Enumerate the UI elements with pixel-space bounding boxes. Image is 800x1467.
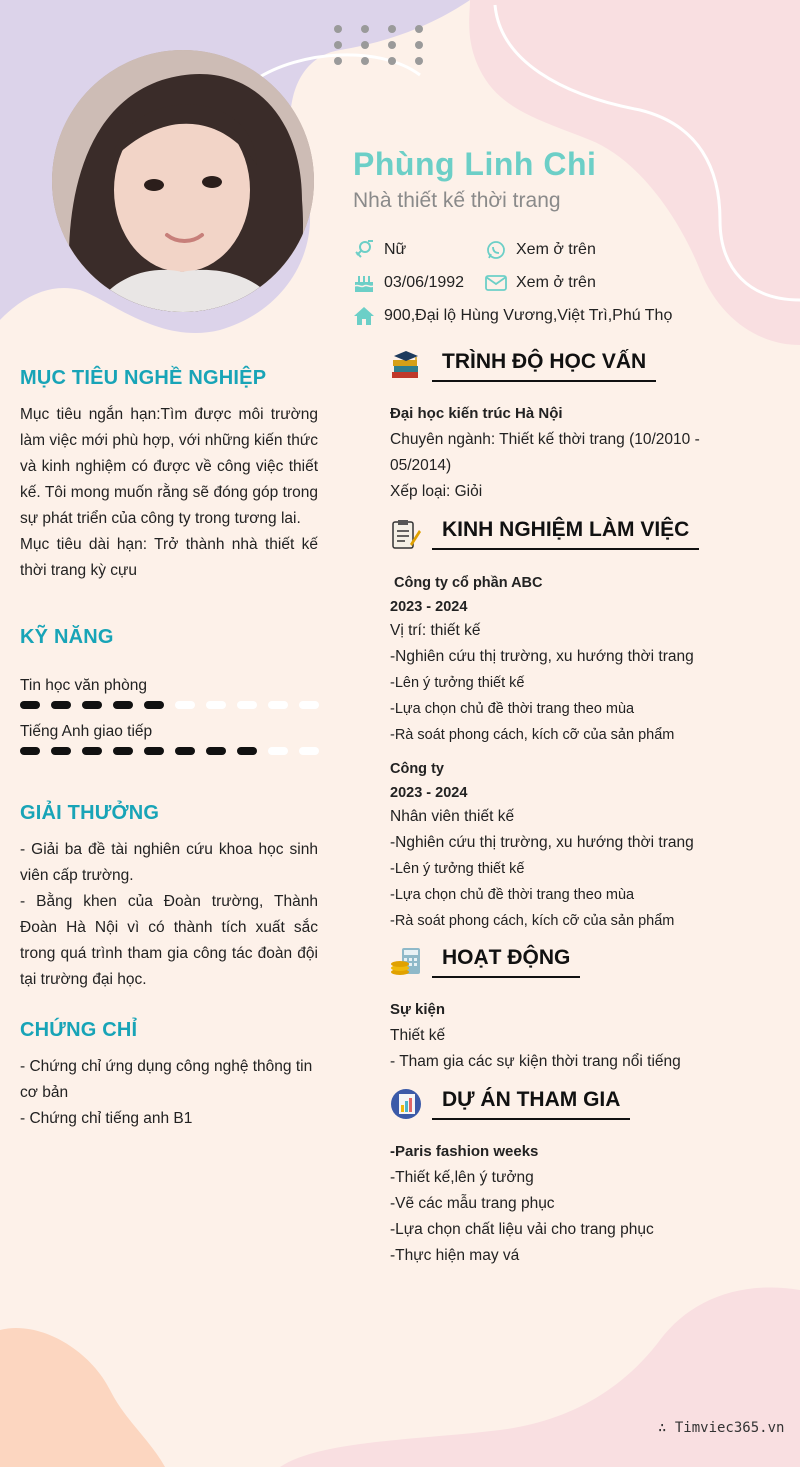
- education-title: TRÌNH ĐỘ HỌC VẤN: [432, 350, 656, 382]
- calculator-coins-icon: [390, 946, 422, 978]
- skill-segment-empty: [206, 701, 226, 709]
- whatsapp-icon: [485, 240, 507, 260]
- projects-block: [390, 1139, 770, 1269]
- activities-title: HOẠT ĐỘNG: [432, 946, 580, 978]
- experience-job-1: [390, 570, 770, 748]
- birthday-value: 03/06/1992: [384, 274, 465, 291]
- objective-short-term: Mục tiêu ngắn hạn:Tìm được môi trường làm việc mới phù hợp, với những kiến thức và kinh nghiệm có được về công việc thiết kế. Tôi mong muốn rằng sẽ đóng góp trong sự phát triển của công ty trong tương lai.: [20, 406, 318, 527]
- job-task: -Rà soát phong cách, kích cỡ của sản phẩm: [390, 913, 675, 929]
- email-row: [485, 273, 596, 293]
- activity-role: Thiết kế: [390, 1027, 446, 1044]
- certificate-item: - Chứng chỉ ứng dụng công nghệ thông tin cơ bản: [20, 1058, 313, 1101]
- skill-segment-filled: [206, 747, 226, 755]
- awards-title: GIẢI THƯỞNG: [20, 802, 160, 824]
- gender-row: [353, 240, 406, 260]
- job-company: Công ty cổ phần ABC: [394, 575, 543, 591]
- avatar: [52, 50, 314, 312]
- project-chart-icon: [390, 1088, 422, 1120]
- phone-row: [485, 240, 596, 260]
- gender-value: Nữ: [384, 241, 407, 258]
- awards-list: [20, 837, 318, 993]
- project-name: -Paris fashion weeks: [390, 1143, 539, 1160]
- birthday-cake-icon: [353, 273, 375, 293]
- certificates-list: [20, 1054, 318, 1132]
- skill-segment-filled: [175, 747, 195, 755]
- skill-segment-filled: [113, 747, 133, 755]
- activity-detail: - Tham gia các sự kiện thời trang nổi tiếng: [390, 1053, 681, 1070]
- job-title: Nhà thiết kế thời trang: [353, 189, 561, 212]
- skill-segment-filled: [144, 747, 164, 755]
- job-task: -Lên ý tưởng thiết kế: [390, 861, 525, 877]
- job-task: -Lựa chọn chủ đề thời trang theo mùa: [390, 887, 635, 903]
- experience-header: [390, 518, 699, 550]
- objective-long-term: Mục tiêu dài hạn: Trở thành nhà thiết kế thời trang kỳ cựu: [20, 536, 318, 579]
- activity-event: Sự kiện: [390, 1001, 446, 1018]
- skill-segment-filled: [144, 701, 164, 709]
- job-company: Công ty: [390, 761, 444, 777]
- books-icon: [390, 350, 422, 382]
- education-major-cont: 05/2014): [390, 457, 452, 474]
- education-grade: Xếp loại: Giỏi: [390, 483, 483, 500]
- skill-bar: [20, 700, 320, 710]
- skill-segment-filled: [51, 701, 71, 709]
- activities-header: [390, 946, 580, 978]
- project-item: -Lựa chọn chất liệu vải cho trang phục: [390, 1221, 654, 1238]
- address-row: [353, 306, 672, 326]
- home-icon: [353, 306, 375, 326]
- skill-segment-filled: [113, 701, 133, 709]
- award-item: - Bằng khen của Đoàn trường, Thành Đoàn Hà Nội vì có thành tích xuất sắc trong quá trình tham gia công tác đoàn đội tại trường đại học.: [20, 893, 318, 988]
- skill-segment-empty: [268, 747, 288, 755]
- school-name: Đại học kiến trúc Hà Nội: [390, 405, 563, 422]
- certificates-title: CHỨNG CHỈ: [20, 1019, 138, 1041]
- skill-segment-filled: [82, 701, 102, 709]
- job-period: 2023 - 2024: [390, 599, 468, 615]
- education-header: [390, 350, 656, 382]
- job-position: Nhân viên thiết kế: [390, 808, 515, 825]
- skill-segment-filled: [20, 747, 40, 755]
- objective-title: MỤC TIÊU NGHỀ NGHIỆP: [20, 367, 267, 389]
- envelope-icon: [485, 273, 507, 293]
- skill-label: Tiếng Anh giao tiếp: [20, 723, 153, 740]
- skill-bar: [20, 746, 320, 756]
- skill-segment-filled: [237, 747, 257, 755]
- job-task: -Nghiên cứu thị trường, xu hướng thời trang: [390, 834, 694, 851]
- job-task: -Lên ý tưởng thiết kế: [390, 675, 525, 691]
- job-task: -Lựa chọn chủ đề thời trang theo mùa: [390, 701, 635, 717]
- skill-segment-filled: [20, 701, 40, 709]
- education-major: Chuyên ngành: Thiết kế thời trang (10/2010 -: [390, 431, 700, 448]
- watermark: ∴ Timviec365.vn: [658, 1420, 785, 1436]
- skill-segment-filled: [51, 747, 71, 755]
- skill-segment-empty: [175, 701, 195, 709]
- address-value: 900,Đại lộ Hùng Vương,Việt Trì,Phú Thọ: [384, 307, 673, 324]
- clipboard-icon: [390, 518, 422, 550]
- job-period: 2023 - 2024: [390, 785, 468, 801]
- gender-icon: [353, 240, 375, 260]
- skills-title: KỸ NĂNG: [20, 626, 114, 648]
- phone-value: Xem ở trên: [516, 241, 596, 258]
- award-item: - Giải ba đề tài nghiên cứu khoa học sinh viên cấp trường.: [20, 841, 318, 884]
- skill-segment-empty: [237, 701, 257, 709]
- activities-block: [390, 997, 770, 1075]
- project-item: -Vẽ các mẫu trang phục: [390, 1195, 555, 1212]
- skill-segment-empty: [268, 701, 288, 709]
- objective-text: [20, 402, 318, 584]
- job-position: Vị trí: thiết kế: [390, 622, 481, 639]
- project-item: -Thực hiện may vá: [390, 1247, 520, 1264]
- skill-segment-empty: [299, 747, 319, 755]
- projects-title: DỰ ÁN THAM GIA: [432, 1088, 630, 1120]
- projects-header: [390, 1088, 630, 1120]
- job-task: -Nghiên cứu thị trường, xu hướng thời trang: [390, 648, 694, 665]
- email-value: Xem ở trên: [516, 274, 596, 291]
- skill-segment-empty: [299, 701, 319, 709]
- profile-name: Phùng Linh Chi: [353, 146, 597, 182]
- project-item: -Thiết kế,lên ý tưởng: [390, 1169, 534, 1186]
- skill-segment-filled: [82, 747, 102, 755]
- birthday-row: [353, 273, 464, 293]
- job-task: -Rà soát phong cách, kích cỡ của sản phẩm: [390, 727, 675, 743]
- experience-title: KINH NGHIỆM LÀM VIỆC: [432, 518, 699, 550]
- education-block: [390, 401, 770, 505]
- skill-label: Tin học văn phòng: [20, 677, 147, 694]
- certificate-item: - Chứng chỉ tiếng anh B1: [20, 1110, 193, 1127]
- experience-job-2: [390, 756, 770, 934]
